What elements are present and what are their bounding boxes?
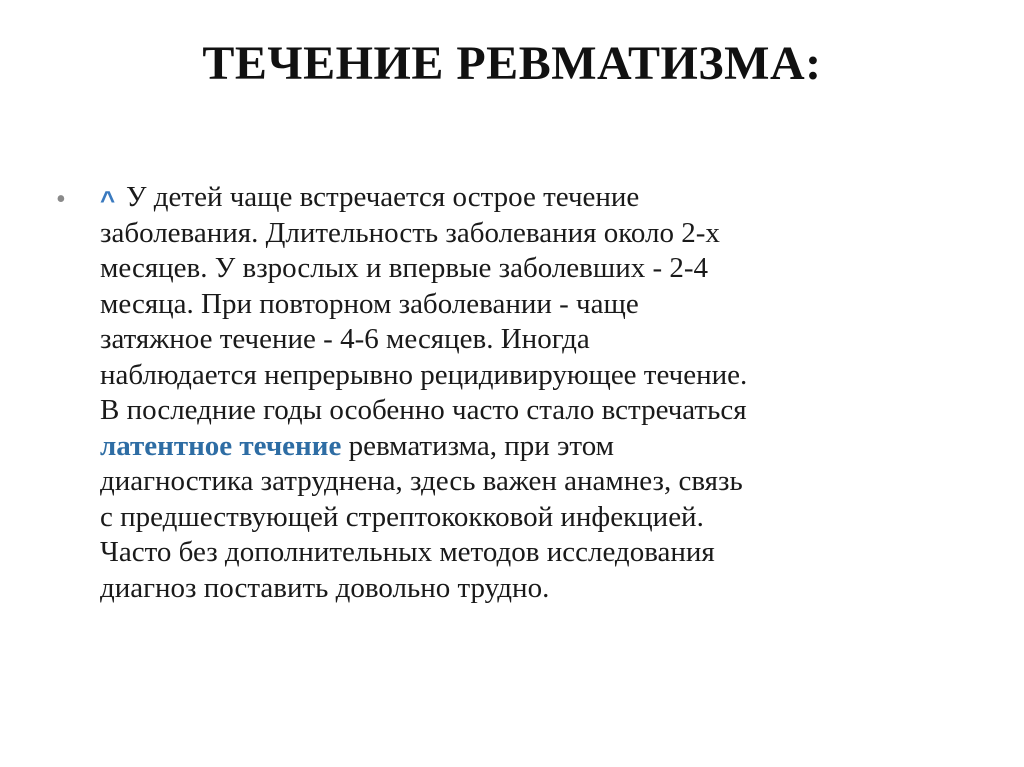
highlighted-term: латентное течение: [100, 429, 342, 462]
caret-icon: ^: [100, 185, 116, 215]
bullet-icon: •: [56, 184, 66, 215]
bullet-paragraph: [100, 180, 990, 606]
paragraph-text-part1: У детей чаще встречается острое течение заболевания. Длительность заболевания около 2-х месяцев. У взрослых и впервые заболевших - 2-4 месяца. При повторном заболевании - чаще затяжное течение - 4-6 месяцев. Иногда наблюдается непрерывно рецидивирующее течение. В последние годы особенно часто стало встречаться: [100, 181, 748, 426]
slide-title: ТЕЧЕНИЕ РЕВМАТИЗМА:: [202, 37, 822, 90]
paragraph-text-part2: ревматизма, при этом диагностика затруднена, здесь важен анамнез, связь с предшествующей стрептококковой инфекцией. Часто без дополнительных методов исследования диагноз поставить довольно трудно.: [100, 429, 743, 604]
